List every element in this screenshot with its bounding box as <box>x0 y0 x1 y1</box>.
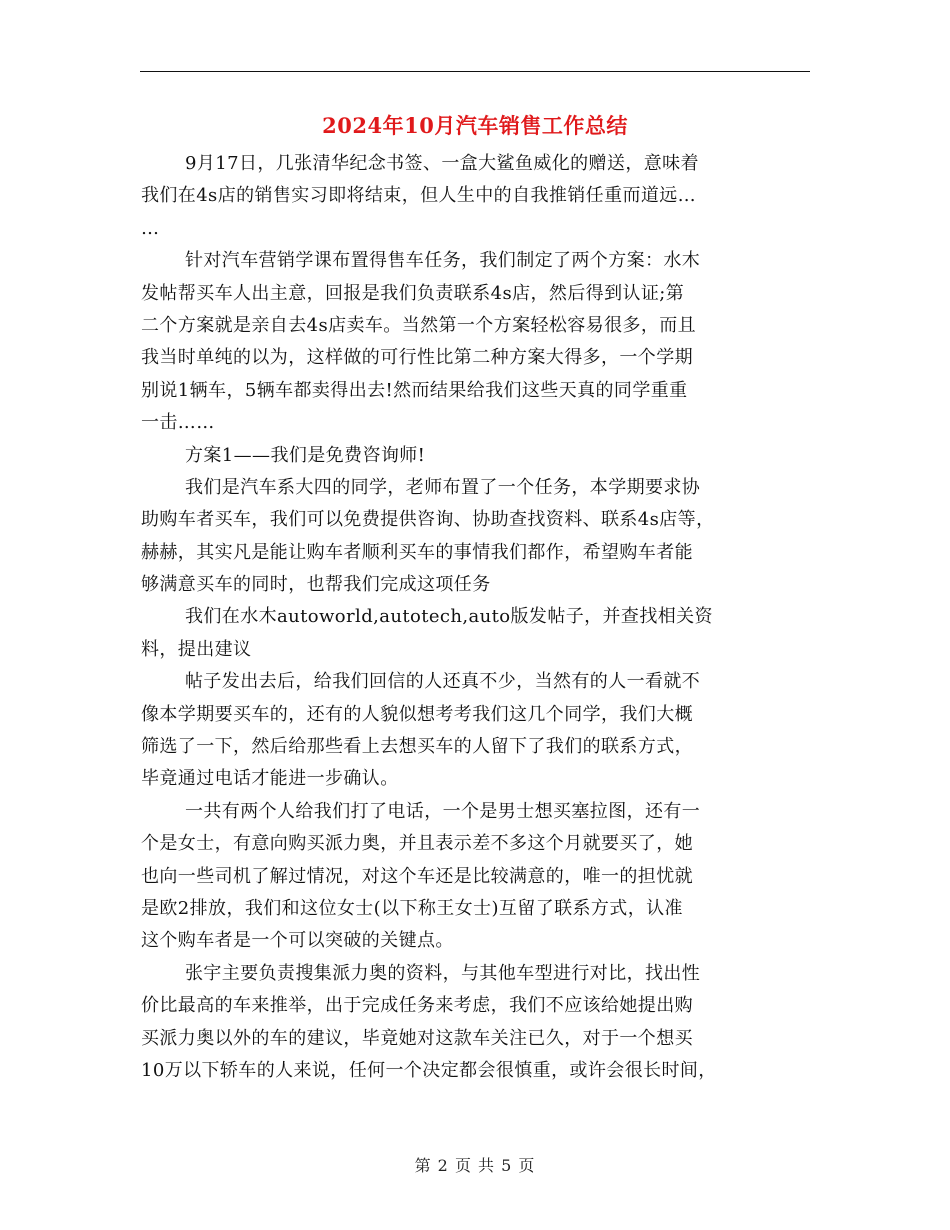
text-line: 毕竟通过电话才能进一步确认。 <box>141 768 399 790</box>
text-line: 二个方案就是亲自去4s店卖车。当然第一个方案轻松容易很多，而且 <box>141 314 697 336</box>
text-line: 赫赫，其实凡是能让购车者顺利买车的事情我们都作，希望购车者能 <box>141 541 693 563</box>
text-line: 助购车者买车，我们可以免费提供咨询、协助查找资料、联系4s店等， <box>141 509 715 531</box>
text-line: 这个购车者是一个可以突破的关键点。 <box>141 930 454 952</box>
text-line: 买派力奥以外的车的建议，毕竟她对这款车关注已久，对于一个想买 <box>141 1027 693 1049</box>
text-line: 我当时单纯的以为，这样做的可行性比第二种方案大得多，一个学期 <box>141 347 693 369</box>
page-number: 第 2 页 共 5 页 <box>414 1156 536 1175</box>
text-line: 够满意买车的同时，也帮我们完成这项任务 <box>141 574 491 596</box>
header-rule <box>140 71 810 72</box>
text-line: 帖子发出去后，给我们回信的人还真不少，当然有的人一看就不 <box>185 671 701 693</box>
text-line: 张宇主要负责搜集派力奥的资料，与其他车型进行对比，找出性 <box>185 962 701 984</box>
text-line: 价比最高的车来推举，出于完成任务来考虑，我们不应该给她提出购 <box>141 995 693 1017</box>
text-line: 方案1——我们是免费咨询师! <box>185 444 426 466</box>
text-line: 针对汽车营销学课布置得售车任务，我们制定了两个方案：水木 <box>185 250 701 272</box>
text-line: 是欧2排放，我们和这位女士(以下称王女士)互留了联系方式，认准 <box>141 897 683 919</box>
document-body <box>141 148 811 1087</box>
text-line: 也向一些司机了解过情况，对这个车还是比较满意的，唯一的担忧就 <box>141 865 693 887</box>
text-line: 10万以下轿车的人来说，任何一个决定都会很慎重，或许会很长时间， <box>141 1059 717 1081</box>
text-line: 一击…… <box>141 412 215 434</box>
text-line: 料，提出建议 <box>141 638 252 660</box>
document-title: 2024年10月汽车销售工作总结 <box>322 113 628 138</box>
text-line: 发帖帮买车人出主意，回报是我们负责联系4s店，然后得到认证;第 <box>141 282 685 304</box>
text-line: 9月17日，几张清华纪念书签、一盒大鲨鱼威化的赠送，意味着 <box>185 153 699 174</box>
text-line: 别说1辆车，5辆车都卖得出去!然而结果给我们这些天真的同学重重 <box>141 379 688 401</box>
text-line: 个是女士，有意向购买派力奥，并且表示差不多这个月就要买了，她 <box>141 833 693 855</box>
text-line: 像本学期要买车的，还有的人貌似想考考我们这几个同学，我们大概 <box>141 703 693 725</box>
text-line: 我们在4s店的销售实习即将结束，但人生中的自我推销任重而道远… <box>141 185 697 207</box>
text-line: 我们在水木autoworld,autotech,auto版发帖子，并查找相关资 <box>185 606 713 628</box>
text-line: 我们是汽车系大四的同学，老师布置了一个任务，本学期要求协 <box>185 476 701 498</box>
text-line: … <box>141 217 160 239</box>
text-line: 一共有两个人给我们打了电话，一个是男士想买塞拉图，还有一 <box>185 800 701 822</box>
text-line: 筛选了一下，然后给那些看上去想买车的人留下了我们的联系方式， <box>141 736 693 758</box>
